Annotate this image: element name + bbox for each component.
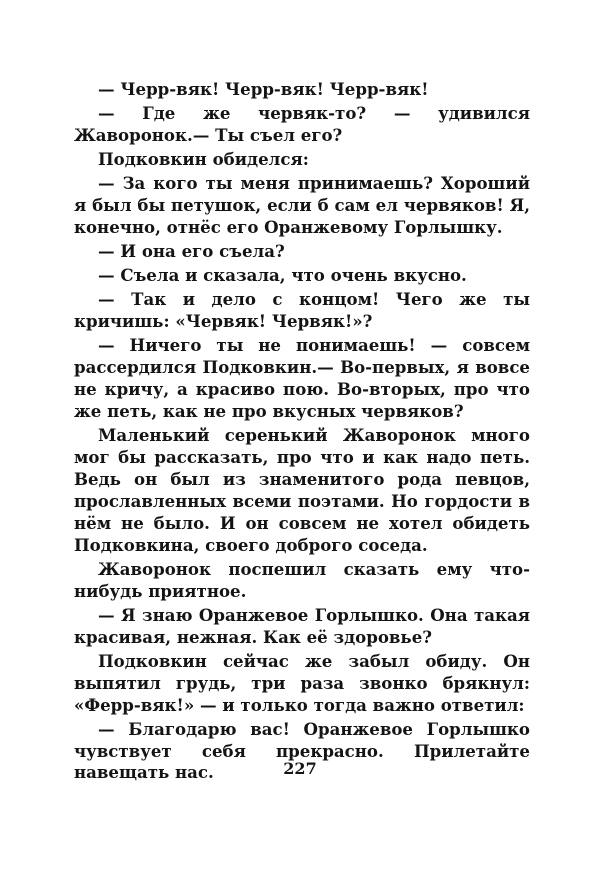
- paragraph-12: Подковкин сейчас же забыл обиду. Он выпятил грудь, три раза звонко брякнул: «Ферр-вяк!» — и только тогда важно ответил:: [74, 650, 530, 715]
- paragraph-8: — Ничего ты не понимаешь! — совсем рассердился Подковкин.— Во-первых, я вовсе не кричу, а красиво пою. Во-вторых, про что же петь, как не про вкусных червяков?: [74, 335, 530, 421]
- paragraph-9: Маленький серенький Жаворонок много мог бы рассказать, про что и как надо петь. Ведь он был из знаменитого рода певцов, прославленных всеми поэтами. Но гордости в нём не было. И он совсем не хотел обидеть Подковкина, своего доброго соседа.: [74, 425, 530, 555]
- paragraph-1: — Черр-вяк! Черр-вяк! Черр-вяк!: [98, 79, 429, 99]
- paragraph-2: — Где же червяк-то? — удивился Жаворонок.— Ты съел его?: [74, 103, 530, 145]
- page-number: 227: [283, 759, 317, 778]
- paragraph-11: — Я знаю Оранжевое Горлышко. Она такая красивая, нежная. Как её здоровье?: [74, 604, 530, 647]
- paragraph-4: — За кого ты меня принимаешь? Хороший я был бы петушок, если б сам ел червяков! Я, конечно, отнёс его Оранжевому Горлышку.: [74, 173, 530, 237]
- paragraph-13: — Благодарю вас! Оранжевое Горлышко чувствует себя прекрасно. Прилетайте навещать нас.: [74, 718, 530, 783]
- body-text: [74, 79, 530, 787]
- paragraph-6: — Съела и сказала, что очень вкусно.: [98, 265, 467, 286]
- paragraph-5: — И она его съела?: [98, 241, 285, 262]
- paragraph-10: Жаворонок поспешил сказать ему что-нибудь приятное.: [74, 558, 530, 601]
- paragraph-3: Подковкин обиделся:: [98, 149, 309, 170]
- paragraph-7: — Так и дело с концом! Чего же ты кричишь: «Червяк! Червяк!»?: [74, 289, 530, 332]
